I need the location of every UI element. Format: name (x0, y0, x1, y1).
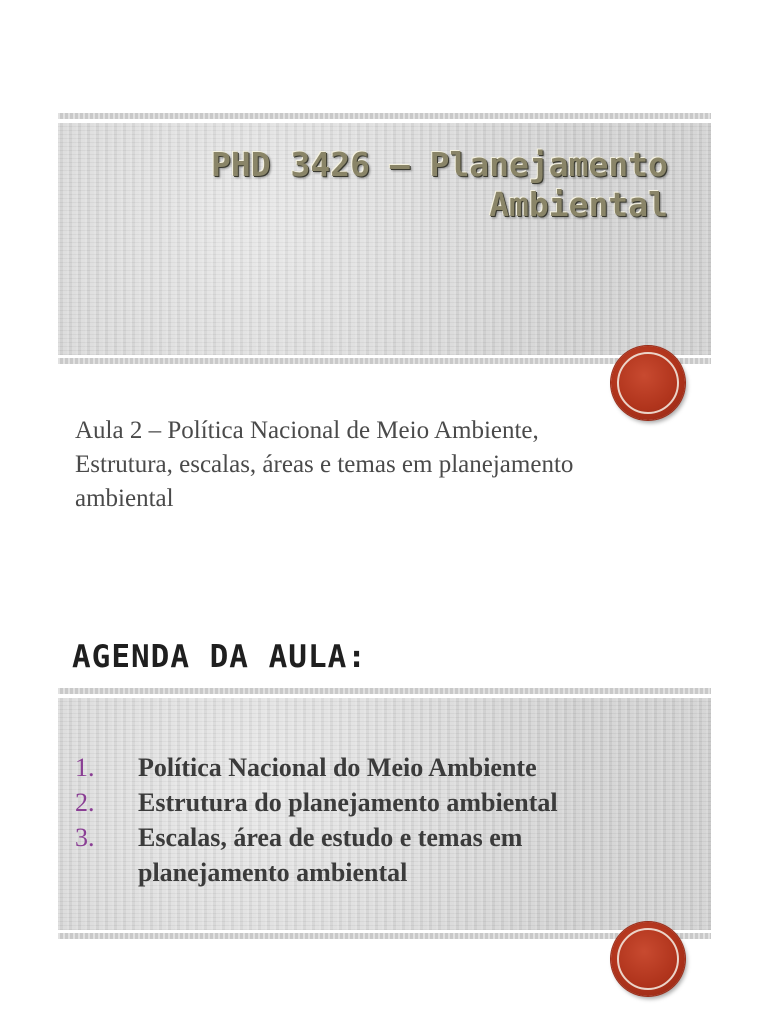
decorative-circle-icon (611, 922, 685, 996)
subtitle-line-3: ambiental (75, 485, 174, 512)
list-item-number: 3. (75, 823, 95, 852)
list-item (75, 785, 695, 820)
agenda-list (75, 750, 695, 890)
bottom-strip (58, 933, 711, 939)
slide-agenda (0, 512, 768, 1024)
slide-title-text (211, 145, 668, 225)
list-item-number: 1. (75, 753, 95, 782)
title-line-2: Ambiental (489, 185, 668, 224)
decorative-circle-icon (611, 346, 685, 420)
list-item-text-continued: planejamento ambiental (138, 858, 408, 887)
top-strip (58, 113, 711, 119)
list-item (75, 820, 695, 890)
agenda-heading: AGENDA DA AULA: (72, 639, 367, 675)
title-line-1: PHD 3426 – Planejamento (211, 145, 668, 184)
top-strip (58, 688, 711, 694)
list-item-text: Estrutura do planejamento ambiental (138, 788, 558, 817)
list-item-number: 2. (75, 788, 95, 817)
subtitle (75, 414, 745, 512)
subtitle-line-2: Estrutura, escalas, áreas e temas em planejamento (75, 451, 574, 478)
bottom-strip (58, 358, 711, 364)
subtitle-line-1: Aula 2 – Política Nacional de Meio Ambiente, (75, 417, 539, 444)
list-item-text: Escalas, área de estudo e temas em (138, 823, 523, 852)
list-item-text: Política Nacional do Meio Ambiente (138, 753, 537, 782)
list-item (75, 750, 695, 785)
